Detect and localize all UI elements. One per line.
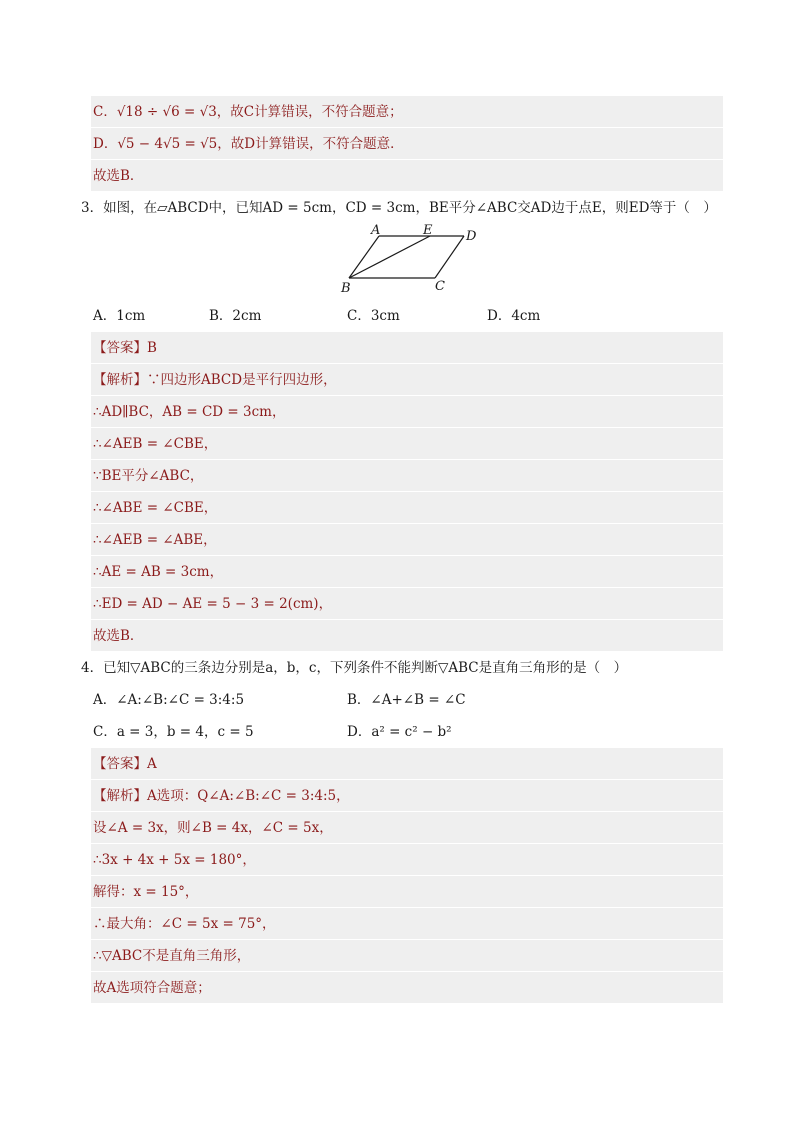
analysis-line: ∴∠AEB = ∠ABE，	[91, 524, 723, 556]
analysis-line: 故A选项符合题意；	[91, 972, 723, 1004]
analysis-line: ∴最大角：∠C = 5x = 75°，	[91, 908, 723, 940]
analysis-line: ∴∠AEB = ∠CBE，	[91, 428, 723, 460]
solution-line: 故选B．	[91, 160, 723, 192]
question-4-solution-block	[91, 748, 723, 1004]
option-b: B．2cm	[209, 308, 262, 324]
option-c: C．a = 3，b = 4，c = 5	[93, 724, 254, 740]
vertex-label-e: E	[423, 224, 433, 238]
vertex-label-b: B	[341, 281, 351, 296]
analysis-line: ∴AD∥BC，AB = CD = 3cm，	[91, 396, 723, 428]
previous-solution-block	[91, 96, 723, 192]
option-d: D．4cm	[487, 308, 541, 324]
analysis-line: ∴▽ABC不是直角三角形，	[91, 940, 723, 972]
analysis-line: 故选B．	[91, 620, 723, 652]
analysis-line: ∴3x + 4x + 5x = 180°，	[91, 844, 723, 876]
option-b: B．∠A+∠B = ∠C	[347, 692, 466, 708]
answer-line: 【答案】B	[91, 332, 723, 364]
analysis-line: 【解析】∵四边形ABCD是平行四边形，	[91, 364, 723, 396]
analysis-line: ∴∠ABE = ∠CBE，	[91, 492, 723, 524]
document-page	[81, 96, 723, 1004]
question-3-stem: 3．如图，在▱ABCD中，已知AD = 5cm，CD = 3cm，BE平分∠ABC交AD边于点E，则ED等于（ ）	[81, 200, 717, 216]
vertex-label-c: C	[435, 279, 445, 294]
analysis-line: 解得：x = 15°，	[91, 876, 723, 908]
vertex-label-d: D	[466, 229, 477, 244]
option-a: A．∠A:∠B:∠C = 3:4:5	[93, 692, 245, 708]
question-3-solution-block	[91, 332, 723, 652]
analysis-line: ∴AE = AB = 3cm，	[91, 556, 723, 588]
question-4-options-row1	[91, 684, 723, 716]
analysis-line: ∴ED = AD − AE = 5 − 3 = 2(cm)，	[91, 588, 723, 620]
vertex-label-a: A	[371, 224, 381, 238]
question-3-options	[91, 300, 723, 332]
option-d: D．a² = c² − b²	[347, 724, 452, 740]
parallelogram-figure	[91, 224, 723, 300]
question-4-stem: 4．已知▽ABC的三条边分别是a，b，c，下列条件不能判断▽ABC是直角三角形的是（ ）	[81, 660, 628, 676]
analysis-line: 【解析】A选项：Q∠A:∠B:∠C = 3:4:5，	[91, 780, 723, 812]
solution-line: C．√18 ÷ √6 = √3，故C计算错误，不符合题意；	[91, 96, 723, 128]
analysis-line: 设∠A = 3x，则∠B = 4x，∠C = 5x，	[91, 812, 723, 844]
option-a: A．1cm	[93, 308, 146, 324]
solution-line: D．√5 − 4√5 = √5，故D计算错误，不符合题意．	[91, 128, 723, 160]
answer-line: 【答案】A	[91, 748, 723, 780]
option-c: C．3cm	[347, 308, 400, 324]
analysis-line: ∵BE平分∠ABC，	[91, 460, 723, 492]
parallelogram-diagram	[339, 224, 479, 300]
question-4-options-row2	[91, 716, 723, 748]
